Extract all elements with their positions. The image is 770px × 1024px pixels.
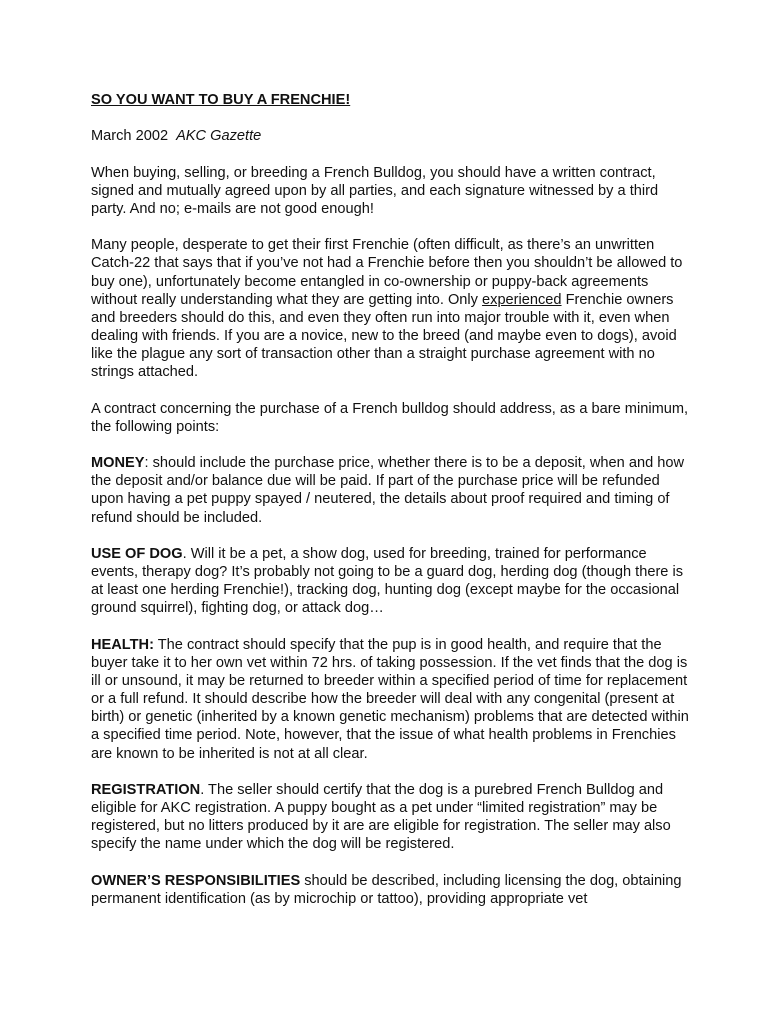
section-health [91, 636, 690, 763]
section-heading: USE OF DOG [91, 545, 183, 562]
publication-name: AKC Gazette [176, 128, 262, 145]
section-text: The contract should specify that the pup is in good health, and require that the buyer take it to her own vet within 72 hrs. of taking possession. If the vet finds that the dog is ill or unsound, it may be returned to breeder within a specified period of time for replacement or a full refund. It should describe how the breeder will deal with any congenital (present at birth) or genetic (inherited by a known genetic mechanism) problems that are detected within a specified time period. Note, however, that the issue of what health problems in Frenchies are known to be inherited is not at all clear. [91, 636, 689, 762]
novice-warning-text-end: Frenchie owners and breeders should do this, and even they often run into major trouble with it, even when dealing with friends. If you are a novice, new to the breed (and maybe even to dogs), avoid like the plague any sort of transaction other than a straight purchase agreement with no strings attached. [91, 291, 677, 381]
section-text: . The seller should certify that the dog is a purebred French Bulldog and eligible for AKC registration. A puppy bought as a pet under “limited registration” may be registered, but no litters produced by it are are eligible for registration. The seller may also specify the name under which the dog will be registered. [91, 781, 671, 853]
novice-warning-paragraph [91, 236, 690, 381]
document-title: SO YOU WANT TO BUY A FRENCHIE! [91, 92, 351, 108]
section-heading: OWNER’S RESPONSIBILITIES [91, 872, 301, 889]
intro-paragraph: When buying, selling, or breeding a French Bulldog, you should have a written contract, signed and mutually agreed upon by all parties, and each signature witnessed by a third party. And no; e-mails are not good enough! [91, 164, 659, 217]
section-money [91, 454, 690, 527]
contract-points-intro: A contract concerning the purchase of a French bulldog should address, as a bare minimum, the following points: [91, 400, 689, 435]
section-heading: REGISTRATION [91, 781, 201, 798]
section-text: should be described, including licensing the dog, obtaining permanent identification (as by microchip or tattoo), providing appropriate vet [91, 872, 682, 907]
section-owners-responsibilities [91, 872, 690, 908]
section-use-of-dog [91, 545, 690, 618]
section-heading: MONEY [91, 455, 145, 472]
experienced-underlined: experienced [482, 291, 562, 308]
section-registration [91, 781, 690, 854]
dateline [91, 127, 690, 145]
section-text: : should include the purchase price, whether there is to be a deposit, when and how the deposit and/or balance due will be paid. If part of the purchase price will be refunded upon having a pet puppy spayed / neutered, the details about proof required and timing of refund should be included. [91, 455, 685, 526]
section-text: . Will it be a pet, a show dog, used for breeding, trained for performance events, therapy dog? It’s probably not going to be a guard dog, herding dog (though there is at least one herding Frenchie!), tracking dog, hunting dog (except maybe for the occasional ground squirrel), fighting dog, or attack dog… [91, 545, 684, 617]
novice-warning-text-start: Many people, desperate to get their first Frenchie (often difficult, as there’s an unwritten Catch-22 that says that if you’ve not had a Frenchie before then you shouldn’t be allowed to buy one), unfortunately become entangled in co-ownership or puppy-back agreements without really understanding what they are getting into. Only [91, 237, 683, 308]
section-heading: HEALTH: [91, 636, 154, 653]
publication-date: March 2002 [91, 128, 169, 145]
